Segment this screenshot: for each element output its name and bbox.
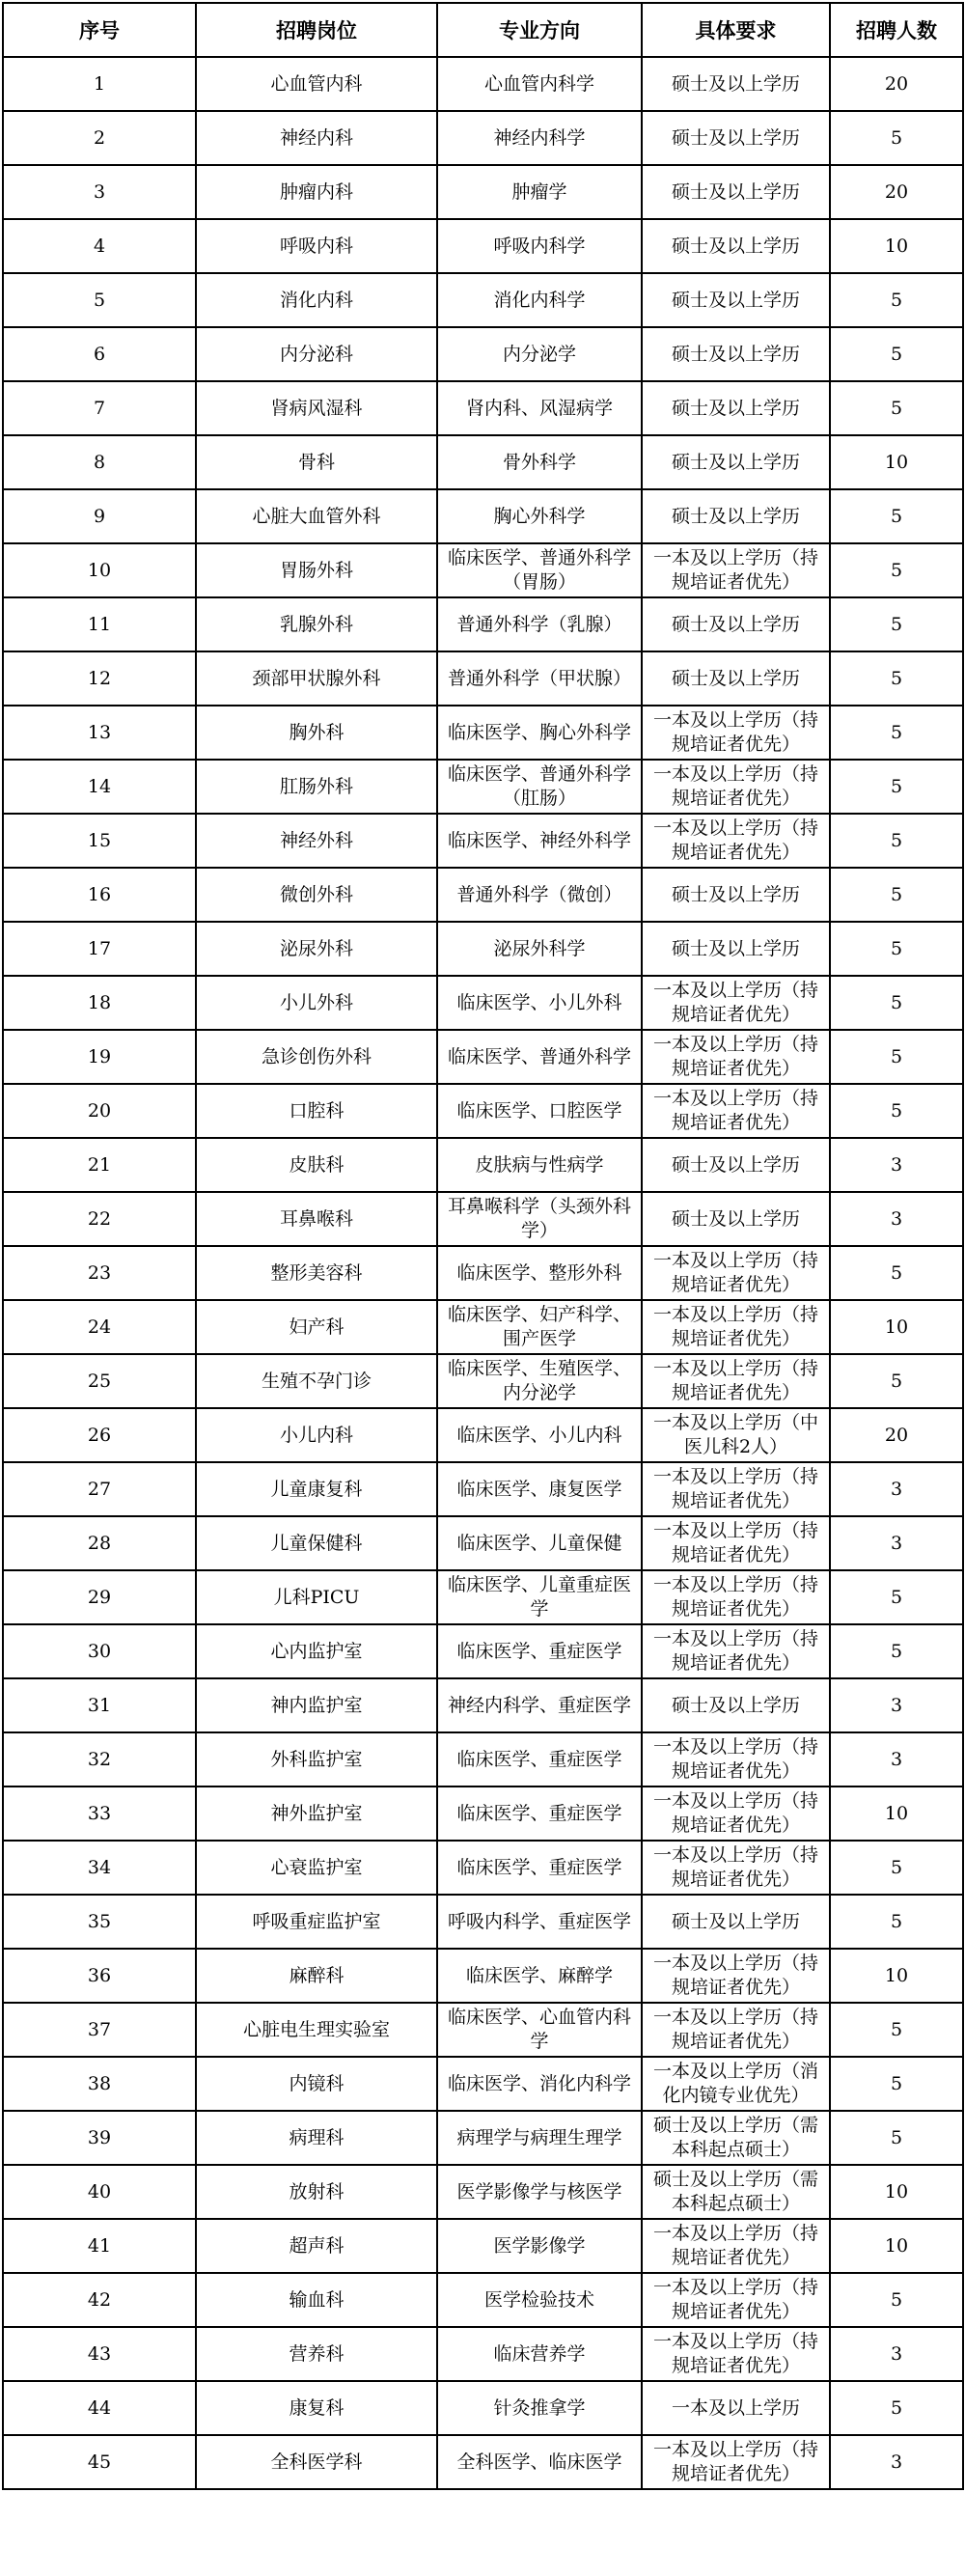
- cell-requirement: 一本及以上学历（持规培证者优先）: [642, 2327, 830, 2381]
- table-row: [3, 1732, 963, 1787]
- cell-count: 20: [830, 57, 963, 111]
- table-row: [3, 1192, 963, 1246]
- cell-major: 临床医学、小儿外科: [437, 976, 642, 1030]
- cell-count: 10: [830, 1949, 963, 2003]
- cell-count: 5: [830, 976, 963, 1030]
- cell-position: 内分泌科: [196, 327, 437, 381]
- cell-requirement: 硕士及以上学历: [642, 1192, 830, 1246]
- table-row: [3, 219, 963, 273]
- cell-major: 临床医学、普通外科学: [437, 1030, 642, 1084]
- cell-index: 9: [3, 489, 196, 543]
- table-row: [3, 543, 963, 597]
- cell-major: 胸心外科学: [437, 489, 642, 543]
- cell-count: 5: [830, 1624, 963, 1678]
- table-row: [3, 706, 963, 760]
- header-count: 招聘人数: [830, 3, 963, 57]
- cell-index: 19: [3, 1030, 196, 1084]
- cell-major: 临床医学、重症医学: [437, 1787, 642, 1841]
- cell-count: 5: [830, 760, 963, 814]
- cell-count: 5: [830, 2111, 963, 2165]
- cell-count: 10: [830, 1300, 963, 1354]
- cell-index: 45: [3, 2435, 196, 2489]
- cell-index: 2: [3, 111, 196, 165]
- cell-requirement: 一本及以上学历（持规培证者优先）: [642, 543, 830, 597]
- header-position: 招聘岗位: [196, 3, 437, 57]
- cell-major: 临床医学、神经外科学: [437, 814, 642, 868]
- table-row: [3, 2219, 963, 2273]
- cell-major: 普通外科学（微创）: [437, 868, 642, 922]
- cell-requirement: 一本及以上学历（持规培证者优先）: [642, 1732, 830, 1787]
- header-index: 序号: [3, 3, 196, 57]
- cell-major: 呼吸内科学、重症医学: [437, 1895, 642, 1949]
- cell-position: 病理科: [196, 2111, 437, 2165]
- cell-index: 31: [3, 1678, 196, 1732]
- table-row: [3, 165, 963, 219]
- table-row: [3, 2381, 963, 2435]
- cell-count: 5: [830, 597, 963, 651]
- cell-position: 全科医学科: [196, 2435, 437, 2489]
- cell-index: 27: [3, 1462, 196, 1516]
- table-row: [3, 1246, 963, 1300]
- cell-count: 10: [830, 1787, 963, 1841]
- table-row: [3, 1462, 963, 1516]
- cell-count: 10: [830, 219, 963, 273]
- cell-index: 39: [3, 2111, 196, 2165]
- cell-major: 泌尿外科学: [437, 922, 642, 976]
- cell-index: 6: [3, 327, 196, 381]
- cell-count: 5: [830, 273, 963, 327]
- cell-count: 5: [830, 2057, 963, 2111]
- cell-position: 口腔科: [196, 1084, 437, 1138]
- cell-index: 32: [3, 1732, 196, 1787]
- cell-index: 38: [3, 2057, 196, 2111]
- cell-major: 肾内科、风湿病学: [437, 381, 642, 435]
- cell-requirement: 一本及以上学历（持规培证者优先）: [642, 1300, 830, 1354]
- cell-major: 临床医学、重症医学: [437, 1732, 642, 1787]
- cell-count: 3: [830, 1192, 963, 1246]
- cell-index: 1: [3, 57, 196, 111]
- cell-major: 呼吸内科学: [437, 219, 642, 273]
- cell-major: 针灸推拿学: [437, 2381, 642, 2435]
- cell-index: 41: [3, 2219, 196, 2273]
- cell-count: 5: [830, 111, 963, 165]
- cell-position: 乳腺外科: [196, 597, 437, 651]
- cell-index: 8: [3, 435, 196, 489]
- cell-position: 胸外科: [196, 706, 437, 760]
- header-requirement: 具体要求: [642, 3, 830, 57]
- cell-requirement: 硕士及以上学历: [642, 1895, 830, 1949]
- cell-position: 急诊创伤外科: [196, 1030, 437, 1084]
- table-row: [3, 1570, 963, 1624]
- cell-count: 3: [830, 1138, 963, 1192]
- cell-requirement: 硕士及以上学历: [642, 597, 830, 651]
- cell-count: 3: [830, 1732, 963, 1787]
- cell-requirement: 一本及以上学历（持规培证者优先）: [642, 1787, 830, 1841]
- cell-count: 5: [830, 543, 963, 597]
- cell-requirement: 一本及以上学历（持规培证者优先）: [642, 1949, 830, 2003]
- cell-count: 5: [830, 1354, 963, 1408]
- cell-index: 11: [3, 597, 196, 651]
- cell-major: 临床医学、心血管内科学: [437, 2003, 642, 2057]
- cell-position: 营养科: [196, 2327, 437, 2381]
- cell-index: 28: [3, 1516, 196, 1570]
- cell-requirement: 一本及以上学历（持规培证者优先）: [642, 1624, 830, 1678]
- cell-requirement: 硕士及以上学历（需本科起点硕士）: [642, 2111, 830, 2165]
- table-row: [3, 1624, 963, 1678]
- cell-major: 临床医学、康复医学: [437, 1462, 642, 1516]
- cell-position: 肛肠外科: [196, 760, 437, 814]
- table-row: [3, 1787, 963, 1841]
- table-row: [3, 976, 963, 1030]
- cell-position: 颈部甲状腺外科: [196, 651, 437, 706]
- cell-requirement: 硕士及以上学历: [642, 381, 830, 435]
- cell-major: 皮肤病与性病学: [437, 1138, 642, 1192]
- table-row: [3, 1516, 963, 1570]
- cell-position: 神内监护室: [196, 1678, 437, 1732]
- cell-requirement: 一本及以上学历: [642, 2381, 830, 2435]
- cell-index: 30: [3, 1624, 196, 1678]
- cell-count: 3: [830, 2327, 963, 2381]
- cell-position: 心血管内科: [196, 57, 437, 111]
- table-row: [3, 1030, 963, 1084]
- cell-requirement: 一本及以上学历（持规培证者优先）: [642, 2219, 830, 2273]
- cell-count: 5: [830, 1570, 963, 1624]
- cell-requirement: 一本及以上学历（持规培证者优先）: [642, 1084, 830, 1138]
- cell-major: 临床医学、普通外科学（胃肠）: [437, 543, 642, 597]
- cell-requirement: 一本及以上学历（持规培证者优先）: [642, 1246, 830, 1300]
- cell-position: 儿童康复科: [196, 1462, 437, 1516]
- table-row: [3, 651, 963, 706]
- cell-position: 外科监护室: [196, 1732, 437, 1787]
- cell-position: 放射科: [196, 2165, 437, 2219]
- cell-count: 5: [830, 327, 963, 381]
- cell-count: 5: [830, 1084, 963, 1138]
- cell-index: 40: [3, 2165, 196, 2219]
- cell-major: 耳鼻喉科学（头颈外科学）: [437, 1192, 642, 1246]
- cell-requirement: 硕士及以上学历: [642, 165, 830, 219]
- cell-position: 微创外科: [196, 868, 437, 922]
- cell-position: 儿童保健科: [196, 1516, 437, 1570]
- cell-index: 5: [3, 273, 196, 327]
- table-row: [3, 1895, 963, 1949]
- cell-position: 骨科: [196, 435, 437, 489]
- table-row: [3, 2165, 963, 2219]
- cell-position: 呼吸重症监护室: [196, 1895, 437, 1949]
- cell-major: 临床医学、口腔医学: [437, 1084, 642, 1138]
- table-row: [3, 1841, 963, 1895]
- cell-requirement: 一本及以上学历（持规培证者优先）: [642, 1030, 830, 1084]
- table-row: [3, 273, 963, 327]
- cell-major: 医学影像学: [437, 2219, 642, 2273]
- cell-count: 10: [830, 2165, 963, 2219]
- cell-major: 医学检验技术: [437, 2273, 642, 2327]
- cell-index: 21: [3, 1138, 196, 1192]
- cell-requirement: 一本及以上学历（持规培证者优先）: [642, 2435, 830, 2489]
- cell-count: 3: [830, 2435, 963, 2489]
- table-row: [3, 2435, 963, 2489]
- cell-position: 小儿外科: [196, 976, 437, 1030]
- cell-position: 内镜科: [196, 2057, 437, 2111]
- cell-major: 神经内科学、重症医学: [437, 1678, 642, 1732]
- table-row: [3, 1300, 963, 1354]
- cell-major: 临床医学、麻醉学: [437, 1949, 642, 2003]
- cell-index: 26: [3, 1408, 196, 1462]
- table-row: [3, 1354, 963, 1408]
- table-row: [3, 1408, 963, 1462]
- cell-index: 35: [3, 1895, 196, 1949]
- cell-index: 23: [3, 1246, 196, 1300]
- table-row: [3, 597, 963, 651]
- cell-requirement: 硕士及以上学历: [642, 1138, 830, 1192]
- table-row: [3, 1138, 963, 1192]
- cell-count: 5: [830, 1841, 963, 1895]
- cell-position: 麻醉科: [196, 1949, 437, 2003]
- cell-index: 24: [3, 1300, 196, 1354]
- cell-count: 5: [830, 922, 963, 976]
- table-row: [3, 868, 963, 922]
- cell-index: 29: [3, 1570, 196, 1624]
- cell-index: 25: [3, 1354, 196, 1408]
- cell-index: 17: [3, 922, 196, 976]
- cell-major: 神经内科学: [437, 111, 642, 165]
- cell-major: 临床医学、妇产科学、围产医学: [437, 1300, 642, 1354]
- header-row: [3, 3, 963, 57]
- cell-position: 妇产科: [196, 1300, 437, 1354]
- cell-major: 消化内科学: [437, 273, 642, 327]
- cell-requirement: 硕士及以上学历: [642, 327, 830, 381]
- cell-index: 33: [3, 1787, 196, 1841]
- table-row: [3, 381, 963, 435]
- cell-requirement: 一本及以上学历（持规培证者优先）: [642, 706, 830, 760]
- cell-position: 心脏电生理实验室: [196, 2003, 437, 2057]
- header-major: 专业方向: [437, 3, 642, 57]
- table-row: [3, 111, 963, 165]
- cell-count: 3: [830, 1462, 963, 1516]
- cell-position: 儿科PICU: [196, 1570, 437, 1624]
- cell-requirement: 硕士及以上学历: [642, 111, 830, 165]
- cell-requirement: 硕士及以上学历: [642, 219, 830, 273]
- cell-requirement: 一本及以上学历（持规培证者优先）: [642, 2003, 830, 2057]
- cell-position: 肿瘤内科: [196, 165, 437, 219]
- cell-position: 心脏大血管外科: [196, 489, 437, 543]
- cell-count: 10: [830, 2219, 963, 2273]
- cell-count: 5: [830, 868, 963, 922]
- cell-requirement: 一本及以上学历（持规培证者优先）: [642, 760, 830, 814]
- table-row: [3, 1084, 963, 1138]
- cell-count: 5: [830, 1246, 963, 1300]
- cell-position: 神外监护室: [196, 1787, 437, 1841]
- cell-requirement: 硕士及以上学历: [642, 1678, 830, 1732]
- cell-position: 超声科: [196, 2219, 437, 2273]
- cell-requirement: 一本及以上学历（持规培证者优先）: [642, 1462, 830, 1516]
- cell-requirement: 一本及以上学历（持规培证者优先）: [642, 814, 830, 868]
- cell-requirement: 硕士及以上学历: [642, 273, 830, 327]
- cell-major: 临床医学、小儿内科: [437, 1408, 642, 1462]
- cell-index: 14: [3, 760, 196, 814]
- cell-position: 皮肤科: [196, 1138, 437, 1192]
- cell-major: 肿瘤学: [437, 165, 642, 219]
- table-row: [3, 1678, 963, 1732]
- cell-index: 34: [3, 1841, 196, 1895]
- cell-position: 泌尿外科: [196, 922, 437, 976]
- cell-count: 5: [830, 651, 963, 706]
- cell-index: 13: [3, 706, 196, 760]
- cell-position: 心内监护室: [196, 1624, 437, 1678]
- cell-index: 42: [3, 2273, 196, 2327]
- table-body: [3, 57, 963, 2489]
- recruitment-table: [2, 2, 964, 2490]
- cell-position: 输血科: [196, 2273, 437, 2327]
- cell-requirement: 硕士及以上学历: [642, 651, 830, 706]
- table-row: [3, 327, 963, 381]
- cell-count: 5: [830, 2003, 963, 2057]
- cell-index: 10: [3, 543, 196, 597]
- cell-position: 耳鼻喉科: [196, 1192, 437, 1246]
- cell-position: 呼吸内科: [196, 219, 437, 273]
- cell-count: 10: [830, 435, 963, 489]
- cell-index: 7: [3, 381, 196, 435]
- cell-major: 临床医学、胸心外科学: [437, 706, 642, 760]
- cell-index: 20: [3, 1084, 196, 1138]
- cell-index: 44: [3, 2381, 196, 2435]
- cell-count: 5: [830, 1030, 963, 1084]
- cell-requirement: 一本及以上学历（持规培证者优先）: [642, 1354, 830, 1408]
- cell-requirement: 一本及以上学历（持规培证者优先）: [642, 2273, 830, 2327]
- cell-major: 全科医学、临床医学: [437, 2435, 642, 2489]
- cell-index: 22: [3, 1192, 196, 1246]
- cell-index: 16: [3, 868, 196, 922]
- cell-index: 4: [3, 219, 196, 273]
- cell-index: 15: [3, 814, 196, 868]
- cell-count: 3: [830, 1678, 963, 1732]
- cell-position: 胃肠外科: [196, 543, 437, 597]
- table-row: [3, 922, 963, 976]
- table-row: [3, 2111, 963, 2165]
- table-row: [3, 1949, 963, 2003]
- cell-major: 临床医学、生殖医学、内分泌学: [437, 1354, 642, 1408]
- table-row: [3, 814, 963, 868]
- cell-major: 临床医学、整形外科: [437, 1246, 642, 1300]
- cell-requirement: 一本及以上学历（消化内镜专业优先）: [642, 2057, 830, 2111]
- cell-major: 普通外科学（乳腺）: [437, 597, 642, 651]
- cell-index: 36: [3, 1949, 196, 2003]
- cell-requirement: 硕士及以上学历（需本科起点硕士）: [642, 2165, 830, 2219]
- cell-major: 病理学与病理生理学: [437, 2111, 642, 2165]
- cell-major: 临床医学、消化内科学: [437, 2057, 642, 2111]
- cell-count: 5: [830, 814, 963, 868]
- table-row: [3, 2003, 963, 2057]
- table-row: [3, 57, 963, 111]
- cell-requirement: 硕士及以上学历: [642, 57, 830, 111]
- cell-major: 医学影像学与核医学: [437, 2165, 642, 2219]
- cell-requirement: 硕士及以上学历: [642, 489, 830, 543]
- cell-position: 神经内科: [196, 111, 437, 165]
- cell-major: 临床医学、重症医学: [437, 1624, 642, 1678]
- cell-requirement: 一本及以上学历（中医儿科2人）: [642, 1408, 830, 1462]
- cell-count: 5: [830, 2273, 963, 2327]
- table-header: [3, 3, 963, 57]
- table-row: [3, 435, 963, 489]
- cell-count: 3: [830, 1516, 963, 1570]
- cell-index: 12: [3, 651, 196, 706]
- cell-major: 临床医学、儿童重症医学: [437, 1570, 642, 1624]
- cell-major: 普通外科学（甲状腺）: [437, 651, 642, 706]
- cell-count: 5: [830, 381, 963, 435]
- cell-count: 5: [830, 706, 963, 760]
- cell-position: 小儿内科: [196, 1408, 437, 1462]
- cell-position: 肾病风湿科: [196, 381, 437, 435]
- cell-position: 神经外科: [196, 814, 437, 868]
- cell-requirement: 一本及以上学历（持规培证者优先）: [642, 1841, 830, 1895]
- table-row: [3, 2273, 963, 2327]
- cell-position: 整形美容科: [196, 1246, 437, 1300]
- cell-position: 心衰监护室: [196, 1841, 437, 1895]
- cell-index: 18: [3, 976, 196, 1030]
- cell-count: 5: [830, 1895, 963, 1949]
- cell-major: 心血管内科学: [437, 57, 642, 111]
- cell-count: 5: [830, 2381, 963, 2435]
- table-row: [3, 2057, 963, 2111]
- cell-major: 临床医学、重症医学: [437, 1841, 642, 1895]
- cell-major: 临床营养学: [437, 2327, 642, 2381]
- cell-index: 3: [3, 165, 196, 219]
- table-row: [3, 760, 963, 814]
- cell-position: 生殖不孕门诊: [196, 1354, 437, 1408]
- cell-requirement: 硕士及以上学历: [642, 922, 830, 976]
- cell-count: 20: [830, 165, 963, 219]
- cell-index: 43: [3, 2327, 196, 2381]
- cell-count: 20: [830, 1408, 963, 1462]
- table-row: [3, 2327, 963, 2381]
- cell-requirement: 硕士及以上学历: [642, 868, 830, 922]
- cell-major: 骨外科学: [437, 435, 642, 489]
- cell-index: 37: [3, 2003, 196, 2057]
- cell-major: 临床医学、儿童保健: [437, 1516, 642, 1570]
- cell-requirement: 一本及以上学历（持规培证者优先）: [642, 976, 830, 1030]
- cell-major: 临床医学、普通外科学（肛肠）: [437, 760, 642, 814]
- cell-position: 康复科: [196, 2381, 437, 2435]
- cell-position: 消化内科: [196, 273, 437, 327]
- cell-requirement: 硕士及以上学历: [642, 435, 830, 489]
- cell-requirement: 一本及以上学历（持规培证者优先）: [642, 1570, 830, 1624]
- cell-major: 内分泌学: [437, 327, 642, 381]
- cell-requirement: 一本及以上学历（持规培证者优先）: [642, 1516, 830, 1570]
- cell-count: 5: [830, 489, 963, 543]
- table-row: [3, 489, 963, 543]
